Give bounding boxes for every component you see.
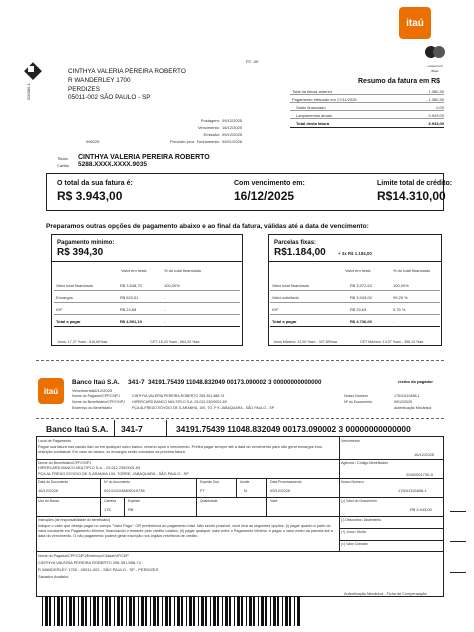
receipt-key2: Nosso Número (344, 394, 368, 398)
receipt-value: HIPERCARD BANCO MÚLTIPLO S.A. 03.012.230/0001-69 (132, 400, 227, 404)
date-row (150, 139, 266, 146)
slip-uso-label: Uso do Banco (38, 499, 60, 503)
slip-proc: 09/12/2025 (270, 488, 291, 493)
barcode-bar (282, 596, 283, 626)
slip-numdoc-label: Nº do documento (104, 480, 131, 484)
limit-value: R$14.310,00 (377, 189, 446, 203)
min-row-value: R$ 4.591,19 (120, 319, 142, 324)
barcode-bar (114, 596, 115, 626)
date-row (150, 125, 266, 132)
barcode-bar (85, 596, 87, 626)
slip-valordoc: R$ 3.943,00 (410, 507, 432, 512)
margin-tick (450, 541, 466, 542)
slip-venc: 16/12/2025 (414, 452, 435, 457)
slip-benef: HIPERCARD BANCO MÚLTIPLO S.A. - 03.012.230/0001-69 (38, 466, 141, 470)
barcode-bar (81, 596, 84, 626)
fixed-row-percent: 100,00% (393, 283, 409, 288)
slip-cobrado-label: (=) Valor Cobrado (341, 542, 368, 546)
fixed-row-percent: - (393, 319, 395, 324)
min-row-percent: 100,00% (164, 283, 180, 288)
barcode-bar (42, 596, 43, 626)
slip-proc-label: Data Processamento (270, 480, 302, 484)
receipt-venc: 16/12/2025 (92, 388, 113, 393)
min-row-label: IOF (56, 307, 63, 312)
slip-numdoc: 00141110488/0019738 (104, 488, 145, 493)
min-row (54, 303, 240, 315)
receipt-line: 34191.75439 11048.832049 00173.090002 3 00000000000000 (148, 379, 322, 386)
mastercard-logo (420, 45, 450, 73)
summary-title: Resumo da fatura em R$ (358, 78, 441, 85)
slip-aceite: N (244, 488, 247, 493)
barcode-bar (165, 596, 168, 626)
mail-street: R WANDERLEY 1700 (68, 77, 131, 84)
card-brand-label: mastercard (427, 64, 443, 68)
barcode-bar (61, 596, 63, 626)
itau-logo: itaú (399, 7, 431, 39)
barcode-bar (121, 596, 123, 626)
barcode-bar (201, 596, 204, 626)
barcode-bar (277, 596, 279, 626)
total-value: R$ 3.943,00 (57, 189, 123, 203)
slip-instr-label: Instruções (de responsabilidade do beneficiário) (38, 518, 111, 522)
min-footer-a: Juros: 17,37 %am - 616,60%aa (57, 340, 108, 344)
min-label: Pagamento mínimo: (57, 240, 115, 246)
summary-row (290, 103, 444, 111)
fixed-row-value: R$ 3.943,00 (350, 295, 372, 300)
barcode-bar (189, 596, 192, 626)
fixed-row-value: R$ 29,63 (350, 307, 367, 312)
summary-row-label: Total da fatura anterior (292, 89, 333, 94)
summary-table (290, 87, 444, 128)
slip-agencia-label: Agência / Código Beneficiário (341, 461, 389, 465)
slip-valordoc-label: (=) Valor do Documento (341, 499, 377, 503)
barcode-bar (249, 596, 252, 626)
barcode-bar (105, 596, 108, 626)
summary-row-value: 0,00 (436, 105, 444, 110)
barcode-icon (42, 596, 302, 626)
slip-auth: Autenticação Mecânica - Ficha de Compensação (344, 592, 427, 596)
barcode-bar (261, 596, 264, 626)
barcode-bar (222, 596, 223, 626)
slip-local-text: Pague sua fatura nas canais Itaú ou em qualquer outro banco, mesmo após o vencimento. Prefira pagar sempre até a data do vencimento para não gerar encargos e/ou restrição contratual. Em caso de atraso, os encargos serão cobrados na próxima fatura. (38, 445, 323, 454)
slip-avalista-label: Sacador Avalista: (38, 574, 69, 579)
slip-especie-label: Espécie Doc. (200, 480, 220, 484)
barcode-bar (90, 596, 91, 626)
receipt-key: Nome do Pagador/CPF/CNPJ (72, 394, 120, 398)
min-row-label: Total a pagar (56, 319, 81, 324)
slip-pagador: CINTHYA VALERIA PEREIRA ROBERTO 255.351.588-74 (38, 560, 141, 565)
fixed-row-value: R$ 3.972,63 (350, 283, 372, 288)
min-row-percent: - (164, 307, 166, 312)
slip-code: 341-7 (121, 424, 143, 434)
receipt-key2: Autenticação Mecânica (394, 406, 432, 410)
slip-juros-label: (+) Juros / Multa (341, 530, 366, 534)
slip-benef-addr: PÇA AL FREDO EGYDIO DE S.ARANHA 100, TORRE, JABAQUARA - SÃO PAULO - SP (38, 472, 189, 476)
cartao-label: Cartão (57, 163, 70, 168)
summary-row (290, 87, 444, 95)
barcode-bar (217, 596, 219, 626)
receipt-key: Endereço do Beneficiário (72, 406, 113, 410)
min-row-percent: - (164, 319, 166, 324)
min-row-label: Valor total financiado (56, 283, 94, 288)
fixed-row-percent: 99,25 % (393, 295, 408, 300)
slip-venc-label: Vencimento (341, 439, 360, 443)
barcode-bar (109, 596, 111, 626)
barcode-bar (73, 596, 75, 626)
barcode-bar (66, 596, 67, 626)
barcode-bar (253, 596, 255, 626)
due-label: Com vencimento em: (234, 180, 305, 187)
barcode-bar (265, 596, 267, 626)
cut-line (36, 360, 444, 361)
barcode-bar (145, 596, 147, 626)
mastercard-icon (420, 45, 450, 59)
receipt-value: CINTHYA VALERIA PEREIRA ROBERTO 255.351.588-74 (132, 394, 225, 398)
receipt-row (72, 406, 444, 412)
receipt-key: Nome do Beneficiário/CPF/CNPJ (72, 400, 125, 404)
slip-doc-label: Data do Documento (38, 480, 69, 484)
receipt-title: recibo do pagador (398, 379, 433, 384)
fixed-table (270, 279, 440, 327)
summary-row-value: - 1.380,30 (425, 97, 444, 102)
barcode-bar (270, 596, 271, 626)
barcode-bar (289, 596, 291, 626)
receipt-value2: 175/41110488-1 (394, 394, 420, 398)
fixed-row-total (270, 315, 440, 327)
slip-carteira-label: Carteira (104, 499, 117, 503)
receipt-value2: 09/12/2025 (394, 400, 412, 404)
barcode-bar (169, 596, 171, 626)
barcode-bar (285, 596, 288, 626)
min-row-value: R$ 3.548,70 (120, 283, 142, 288)
barcode-bar (229, 596, 231, 626)
barcode-bar (133, 596, 135, 626)
slip-esp-label: Espécie (128, 499, 141, 503)
cut-line-2 (36, 418, 444, 419)
fixed-row-label: IOF (272, 307, 279, 312)
min-col1: Valor em reais (121, 268, 147, 273)
min-footer-b: CET: 18,20 %am - 664,42 %aa (150, 340, 200, 344)
fixed-row (270, 279, 440, 291)
small-code: 096225 (86, 139, 100, 144)
date-value: 09/12/2025 (222, 132, 243, 137)
date-row (150, 132, 266, 139)
slip-local-label: Local de Pagamento (38, 439, 71, 443)
summary-row-value: 3.943,00 (428, 121, 444, 126)
min-col2: % do total financiado (164, 268, 202, 273)
fixed-row-label: Valor total financiado (272, 283, 310, 288)
mail-city: 05011-002 SÃO PAULO - SP (68, 94, 151, 101)
barcode-bar (258, 596, 259, 626)
date-value: 09/12/2025 (222, 118, 243, 123)
barcode-bar (198, 596, 199, 626)
barcode-bar (273, 596, 276, 626)
summary-row-total (290, 119, 444, 128)
fixed-value: R$1.184,00 (274, 247, 326, 258)
fixed-footer-b: CET Máximo: 14,07 %am - 396,12 %aa (360, 340, 424, 344)
fixed-row-label: Valor solicitado (272, 295, 299, 300)
barcode-bar (157, 596, 159, 626)
margin-tick (450, 511, 466, 512)
summary-row (290, 111, 444, 119)
dates-block (150, 118, 266, 146)
min-row (54, 279, 240, 291)
min-row (54, 291, 240, 303)
fixed-row-label: Total a pagar (272, 319, 297, 324)
min-row-value: R$ 623,51 (120, 295, 139, 300)
fixed-col1: Valor em reais (345, 268, 371, 273)
barcode-bar (234, 596, 235, 626)
barcode-bar (141, 596, 144, 626)
summary-row-label: Pagamento efetuado em 17/11/2025 (292, 97, 357, 102)
summary-row-label: Lançamentos atuais (296, 113, 332, 118)
slip-agencia: 2040/001730-9 (406, 472, 433, 477)
summary-row-label: Saldo financiado (296, 105, 326, 110)
date-label: Postagem: (200, 118, 220, 123)
barcode-bar (210, 596, 211, 626)
barcode-bar (297, 596, 300, 626)
barcode-bar (69, 596, 72, 626)
date-label: Previsão prox. Fechamento: (169, 139, 220, 144)
slip-aceite-label: Aceite (240, 480, 250, 484)
barcode-bar (49, 596, 51, 626)
card-sub-label: Black (431, 69, 439, 73)
slip-barcode (42, 596, 302, 626)
min-table (54, 279, 240, 327)
barcode-bar (205, 596, 207, 626)
summary-row-label: Total desta fatura (296, 121, 330, 126)
barcode-bar (102, 596, 103, 626)
receipt-venc-label: Vencimento (72, 388, 93, 393)
slip-nosso: 175/41110488-1 (398, 488, 427, 493)
slip-qtd-label: Quantidade (200, 499, 218, 503)
date-label: Vencimento: (197, 125, 220, 130)
limit-label: Limite total de crédito: (377, 180, 453, 187)
barcode-bar (225, 596, 228, 626)
cartao-number: 5288.XXXX.XXXX.9035 (78, 161, 148, 168)
barcode-bar (117, 596, 120, 626)
barcode-bar (193, 596, 195, 626)
barcode-bar (237, 596, 240, 626)
barcode-bar (45, 596, 48, 626)
receipt-value: PÇA ALFREDO EGYDIO DE S.ARANHA, 100, TO. P K JABAQUARA - SÃO PAULO - SP (132, 406, 275, 410)
barcode-bar (78, 596, 79, 626)
barcode-bar (213, 596, 216, 626)
barcode-bar (174, 596, 175, 626)
titular-label: Titular (57, 156, 68, 161)
barcode-bar (177, 596, 180, 626)
barcode-bar (186, 596, 187, 626)
barcode-bar (241, 596, 243, 626)
min-value: R$ 394,30 (57, 247, 104, 258)
date-label: Emissão: (203, 132, 220, 137)
fixed-row-value: R$ 4.736,00 (350, 319, 372, 324)
summary-row-value: 1.380,30 (428, 89, 444, 94)
barcode-bar (162, 596, 163, 626)
min-row-value: R$ 24,68 (120, 307, 137, 312)
barcode-bar (138, 596, 139, 626)
min-row-percent: - (164, 295, 166, 300)
options-heading: Preparamos outras opções de pagamento abaixo e ao final da fatura, válidas até a data de vencimento: (46, 223, 369, 230)
slip-especie: FT (200, 488, 205, 493)
slip-desc-label: (-) Descontos / Abatimento (341, 518, 382, 522)
barcode-bar (129, 596, 132, 626)
margin-tick (450, 572, 466, 573)
slip-bank: Banco Itaú S.A. (46, 424, 109, 434)
summary-row (290, 95, 444, 103)
slip-pagador-label: Nome do Pagador/CPF/CNPJ/Endereço/Cidade/UF/CEP (38, 554, 129, 558)
barcode-bar (153, 596, 156, 626)
slip-carteira: 175 (104, 507, 111, 512)
addr-code: 000386-1 (26, 83, 31, 100)
slip-doc: 16/12/2025 (38, 488, 59, 493)
receipt-code: 341-7 (128, 379, 145, 386)
receipt-rows (72, 394, 444, 412)
min-row-total (54, 315, 240, 327)
receipt-key2: Nº do Documento (344, 400, 373, 404)
slip-instr: Indique o valor que deseja pagar no campo "Valor Pago". OR preferência ao pagamento total. Não sendo possível, você terá as seguintes opções: (i) pagar quanto a partir do valor constante em Pagamento Mínimo, financiando o restante pelo crédito rotativo; (ii) pagar qualquer valor entre o Pagamento Mínimo, e pagar o valor exato da parcela até a data do vencimento. O não pagamento poderá gerar inscrição nos órgãos restritivos de crédito. (38, 524, 333, 539)
date-row (150, 118, 266, 125)
slip-esp: R$ (128, 507, 134, 512)
barcode-bar (294, 596, 295, 626)
slip-valor-label: Valor (270, 499, 278, 503)
fixed-row (270, 303, 440, 315)
summary-row-value: 3.943,00 (428, 113, 444, 118)
slip-benef-label: Nome do Beneficiário/CPF/CNPJ (38, 461, 91, 465)
fixed-col2: % do total financiado (393, 268, 431, 273)
mail-name: CINTHYA VALERIA PEREIRA ROBERTO (68, 68, 186, 75)
slip-nosso-label: Nosso Número (341, 480, 364, 484)
receipt-bank: Banco Itaú S.A. (72, 379, 120, 386)
pc-code: PC -0E (246, 59, 259, 64)
slip-pagador-addr: R WANDERLEY 1700 - 05011-002 - SÃO PAULO - SP - PERDIZES (38, 567, 159, 572)
barcode-bar (57, 596, 60, 626)
fixed-row (270, 291, 440, 303)
barcode-bar (181, 596, 183, 626)
barcode-bar (246, 596, 247, 626)
mail-district: PERDIZES (68, 86, 100, 93)
fixed-extra: + 3x R$ 1.184,00 (338, 251, 372, 256)
date-value: 16/12/2025 (222, 125, 243, 130)
total-label: O total da sua fatura é: (57, 180, 133, 187)
fixed-row-percent: 0,75 % (393, 307, 406, 312)
barcode-bar (54, 596, 55, 626)
barcode-bar (97, 596, 99, 626)
titular-name: CINTHYA VALERIA PEREIRA ROBERTO (78, 154, 210, 161)
itau-logo-receipt: itaú (38, 378, 64, 404)
barcode-bar (150, 596, 151, 626)
fixed-footer-a: Juros Máximo: 12,90 %am - 327,89%aa (273, 340, 337, 344)
due-value: 16/12/2025 (234, 189, 295, 203)
date-value: 09/01/2026 (222, 139, 243, 144)
slip-line: 34191.75439 11048.832049 00173.090002 3 00000000000000 (176, 424, 411, 434)
fixed-label: Parcelas fixas: (274, 240, 317, 246)
min-row-label: Encargos (56, 295, 73, 300)
barcode-bar (93, 596, 96, 626)
barcode-bar (126, 596, 127, 626)
